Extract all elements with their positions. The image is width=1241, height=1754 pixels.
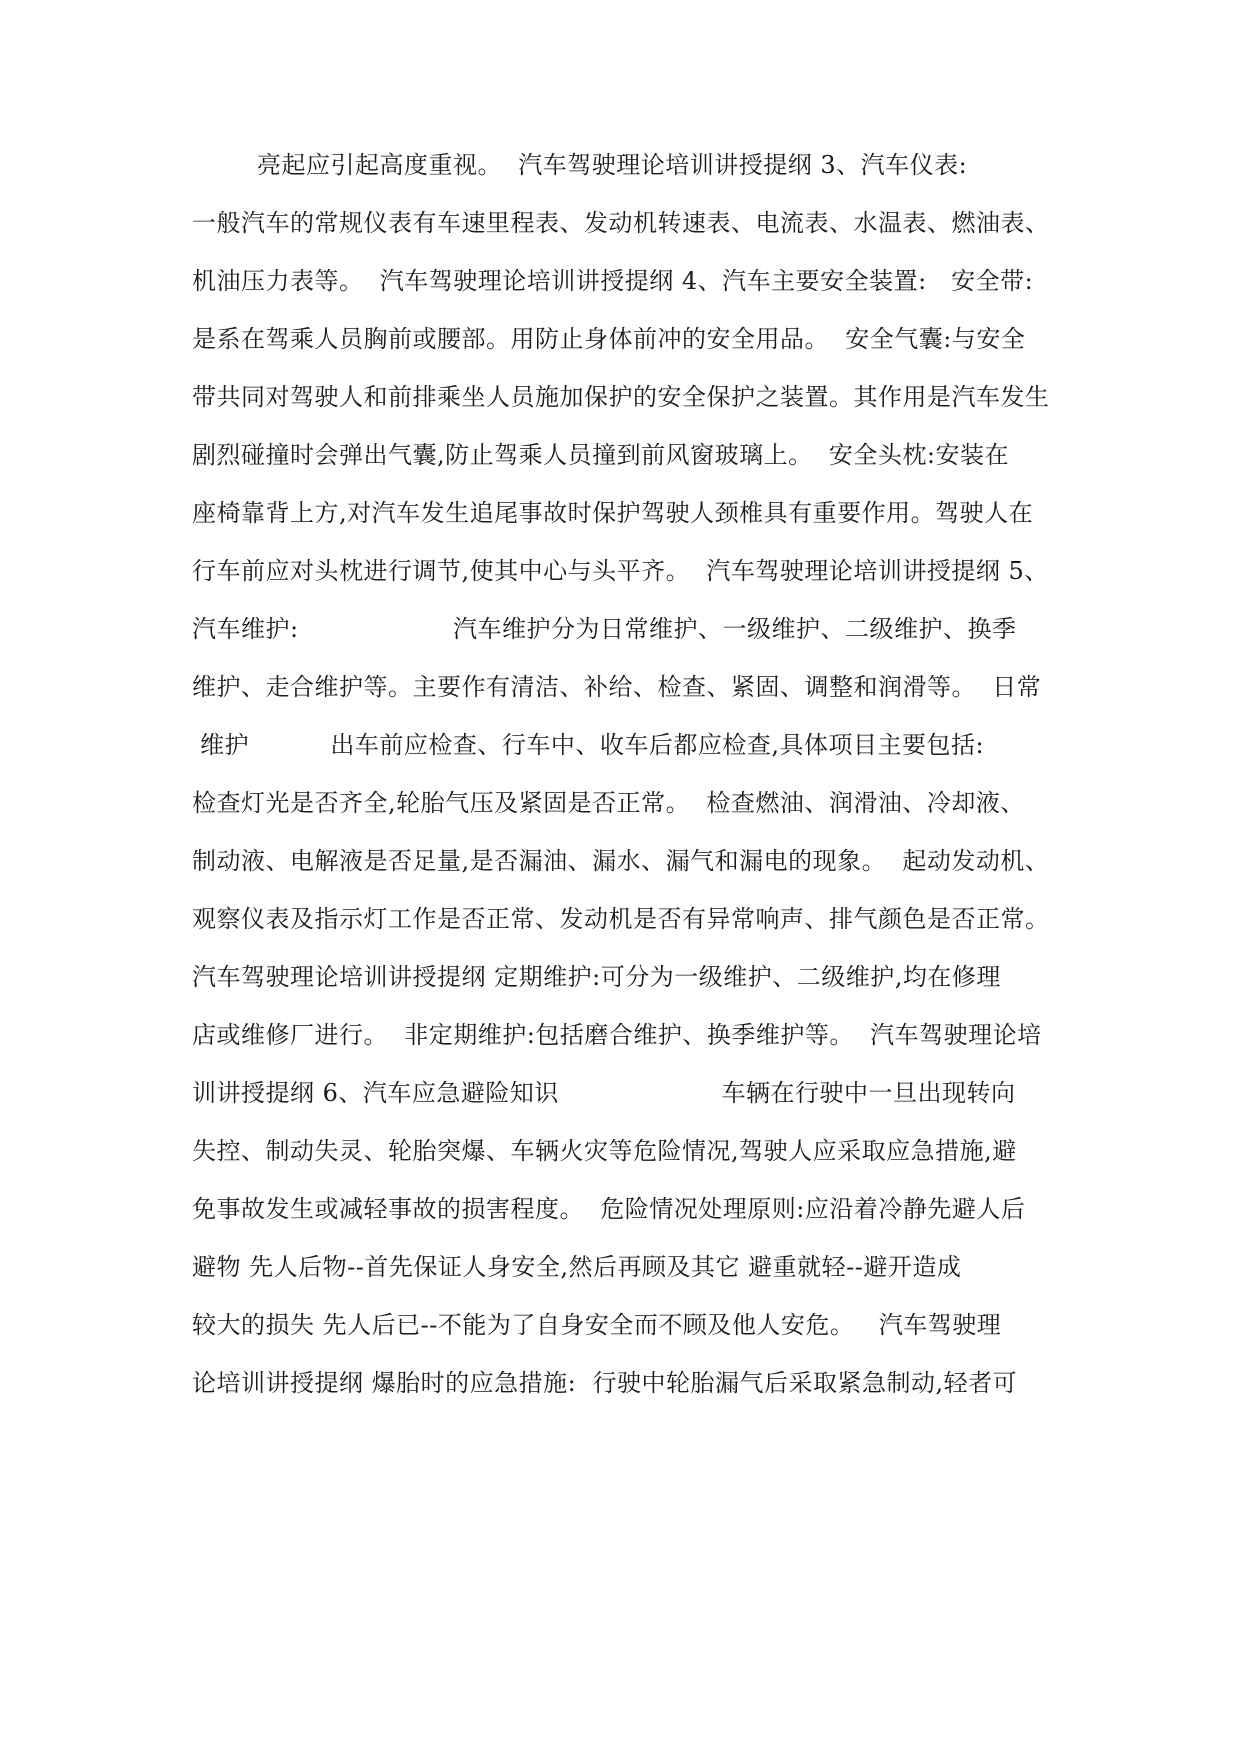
text-line: 行车前应对头枕进行调节,使其中心与头平齐。 汽车驾驶理论培训讲授提纲 5、 <box>192 557 1049 585</box>
text-line: 维护、走合维护等。主要作有清洁、补给、检查、紧固、调整和润滑等。 日常 <box>192 673 1042 701</box>
text-line: 失控、制动失灵、轮胎突爆、车辆火灾等危险情况,驾驶人应采取应急措施,避 <box>192 1137 1017 1165</box>
text-line: 维护 出车前应检查、行车中、收车后都应检查,具体项目主要包括: <box>192 731 985 759</box>
text-line: 机油压力表等。 汽车驾驶理论培训讲授提纲 4、汽车主要安全装置: 安全带: <box>192 267 1034 295</box>
text-line: 汽车维护: 汽车维护分为日常维护、一级维护、二级维护、换季 <box>192 615 1017 643</box>
text-line: 剧烈碰撞时会弹出气囊,防止驾乘人员撞到前风窗玻璃上。 安全头枕:安装在 <box>192 441 1009 469</box>
text-line: 制动液、电解液是否足量,是否漏油、漏水、漏气和漏电的现象。 起动发动机、 <box>192 847 1050 875</box>
text-line: 一般汽车的常规仪表有车速里程表、发动机转速表、电流表、水温表、燃油表、 <box>192 209 1050 237</box>
text-line: 观察仪表及指示灯工作是否正常、发动机是否有异常响声、排气颜色是否正常。 <box>192 905 1050 933</box>
text-line: 免事故发生或减轻事故的损害程度。 危险情况处理原则:应沿着冷静先避人后 <box>192 1195 1026 1223</box>
text-line: 亮起应引起高度重视。 汽车驾驶理论培训讲授提纲 3、汽车仪表: <box>192 151 968 179</box>
text-line: 较大的损失 先人后已--不能为了自身安全而不顾及他人安危。 汽车驾驶理 <box>192 1311 1002 1339</box>
text-line: 座椅靠背上方,对汽车发生追尾事故时保护驾驶人颈椎具有重要作用。驾驶人在 <box>192 499 1034 527</box>
text-line: 避物 先人后物--首先保证人身安全,然后再顾及其它 避重就轻--避开造成 <box>192 1253 962 1281</box>
text-line: 训讲授提纲 6、汽车应急避险知识 车辆在行驶中一旦出现转向 <box>192 1079 1016 1107</box>
text-line: 带共同对驾驶人和前排乘坐人员施加保护的安全保护之装置。其作用是汽车发生 <box>192 383 1050 411</box>
text-line: 检查灯光是否齐全,轮胎气压及紧固是否正常。 检查燃油、润滑油、冷却液、 <box>192 789 1025 817</box>
text-line: 店或维修厂进行。 非定期维护:包括磨合维护、换季维护等。 汽车驾驶理论培 <box>192 1021 1042 1049</box>
text-line: 汽车驾驶理论培训讲授提纲 定期维护:可分为一级维护、二级维护,均在修理 <box>192 963 1001 991</box>
text-line: 是系在驾乘人员胸前或腰部。用防止身体前冲的安全用品。 安全气囊:与安全 <box>192 325 1026 353</box>
text-line: 论培训讲授提纲 爆胎时的应急措施: 行驶中轮胎漏气后采取紧急制动,轻者可 <box>192 1369 1018 1397</box>
